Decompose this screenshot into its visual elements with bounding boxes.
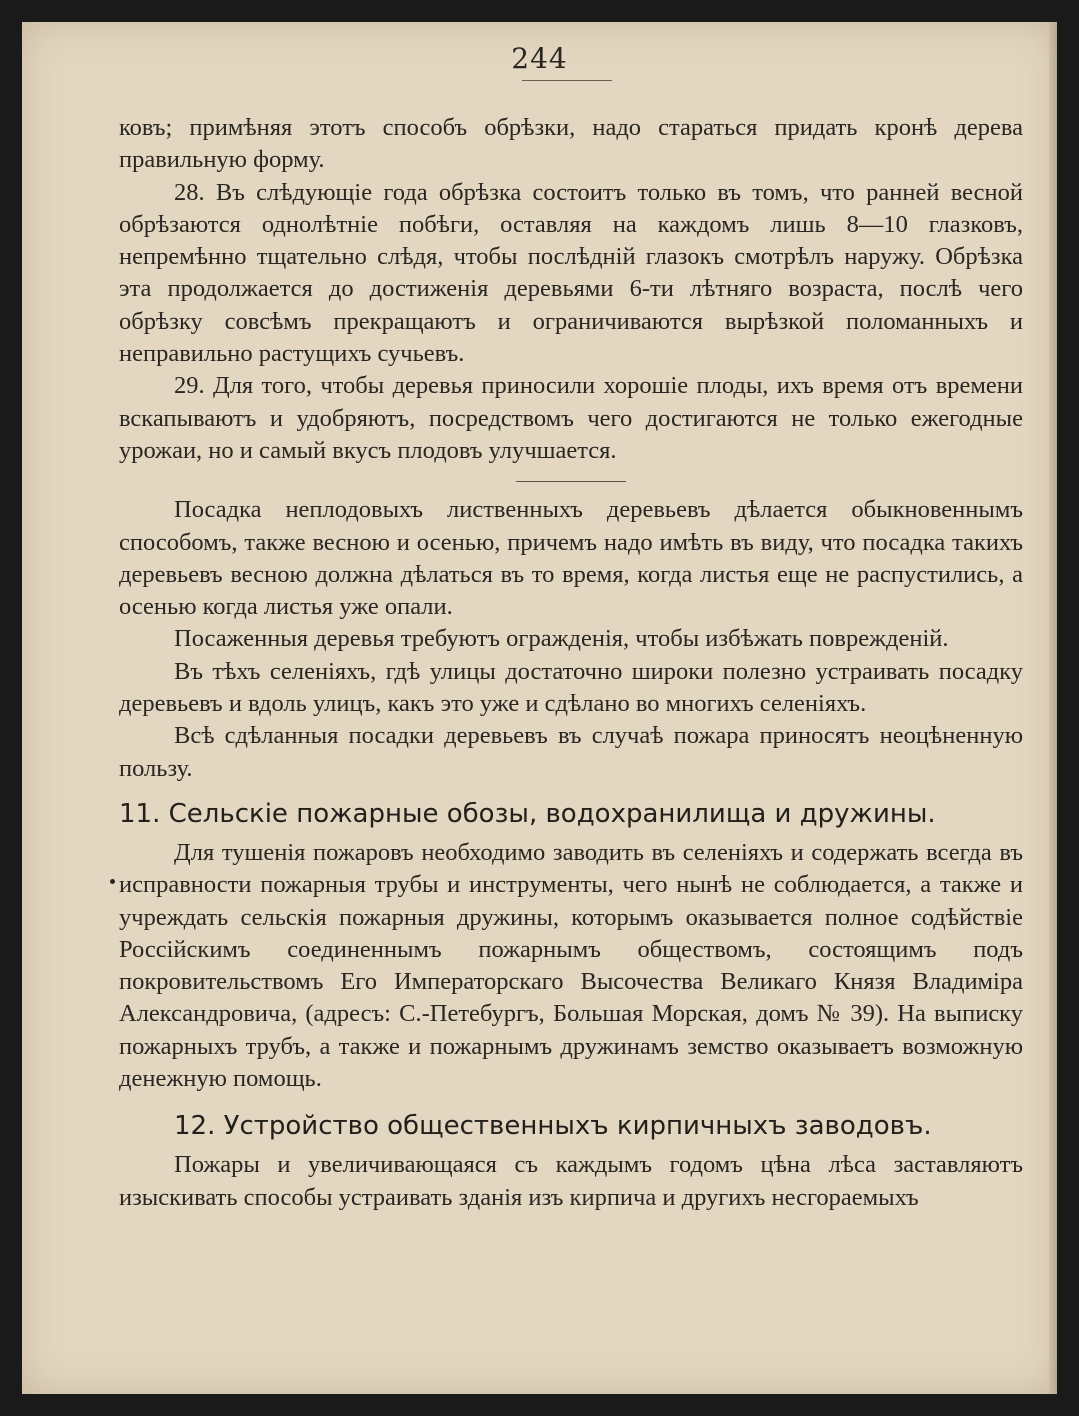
paragraph-28: 28. Въ слѣдующіе года обрѣзка состоитъ только въ томъ, что ранней весной обрѣзаются однолѣтніе побѣги, оставляя на каждомъ лишь 8—10 глазковъ, непремѣнно тщательно слѣдя, чтобы послѣдній глазокъ смотрѣлъ наружу. Обрѣзка эта продолжается до достиженія деревьями 6-ти лѣтняго возраста, послѣ чего обрѣзку совсѣмъ прекращаютъ и ограничиваются вырѣзкой поломанныхъ и неправильно растущихъ сучьевъ. xyxy=(119,178,1023,368)
paragraph-fire-brigades: Для тушенія пожаровъ необходимо заводить въ селеніяхъ и содержать всегда въ исправности пожарныя трубы и инструменты, чего нынѣ не соблюдается, а также и учреждать сельскія пожарныя дружины, которымъ оказывается полное содѣйствіе Россійскимъ соединеннымъ пожарнымъ обществомъ, состоящимъ подъ покровительствомъ Его Императорскаго Высочества Великаго Князя Владиміра Александровича, (адресъ: С.-Петебургъ, Большая Морская, домъ № 39). На выписку пожарныхъ трубъ, а также и пожарнымъ дружинамъ земство оказываетъ возможную денежную помощь. xyxy=(119,838,1023,1093)
paragraph-streets: Въ тѣхъ селеніяхъ, гдѣ улицы достаточно широки полезно устраивать посадку деревьевъ и вдоль улицъ, какъ это уже и сдѣлано во многихъ селеніяхъ. xyxy=(119,657,1023,718)
section-divider xyxy=(516,481,626,482)
paragraph-planting: Посадка неплодовыхъ лиственныхъ деревьевъ дѣлается обыкновеннымъ способомъ, также весною и осенью, причемъ надо имѣть въ виду, что посадка такихъ деревьевъ весною должна дѣлаться въ то время, когда листья еще не распустились, а осенью когда листья уже опали. xyxy=(119,496,1023,621)
margin-dot xyxy=(110,879,115,884)
section-heading-11: 11. Сельскіе пожарные обозы, водохранилища и дружины. xyxy=(119,798,936,829)
paragraph-29: 29. Для того, чтобы деревья приносили хорошіе плоды, ихъ время отъ времени вскапываютъ и удобряютъ, посредствомъ чего достигаются не только ежегодные урожаи, но и самый вкусъ плодовъ улучшается. xyxy=(119,372,1023,464)
paragraph-brick-factories: Пожары и увеличивающаяся съ каждымъ годомъ цѣна лѣса заставляютъ изыскивать способы устраивать зданія изъ кирпича и другихъ несгораемыхъ xyxy=(119,1151,1023,1211)
book-page xyxy=(22,22,1057,1394)
page-number: 244 xyxy=(511,42,568,75)
paragraph-fencing: Посаженныя деревья требуютъ огражденія, чтобы избѣжать поврежденій. xyxy=(174,625,949,653)
page-number-rule xyxy=(522,80,612,81)
paragraph-fire-benefit: Всѣ сдѣланныя посадки деревьевъ въ случаѣ пожара приносятъ неоцѣненную пользу. xyxy=(119,722,1023,782)
page-edge xyxy=(1049,22,1057,1394)
body-text xyxy=(119,112,1023,1214)
section-heading-12: 12. Устройство общественныхъ кирпичныхъ заводовъ. xyxy=(174,1111,932,1142)
paragraph-continuation: ковъ; примѣняя этотъ способъ обрѣзки, надо стараться придать кронѣ дерева правильную форму. xyxy=(119,114,1023,174)
